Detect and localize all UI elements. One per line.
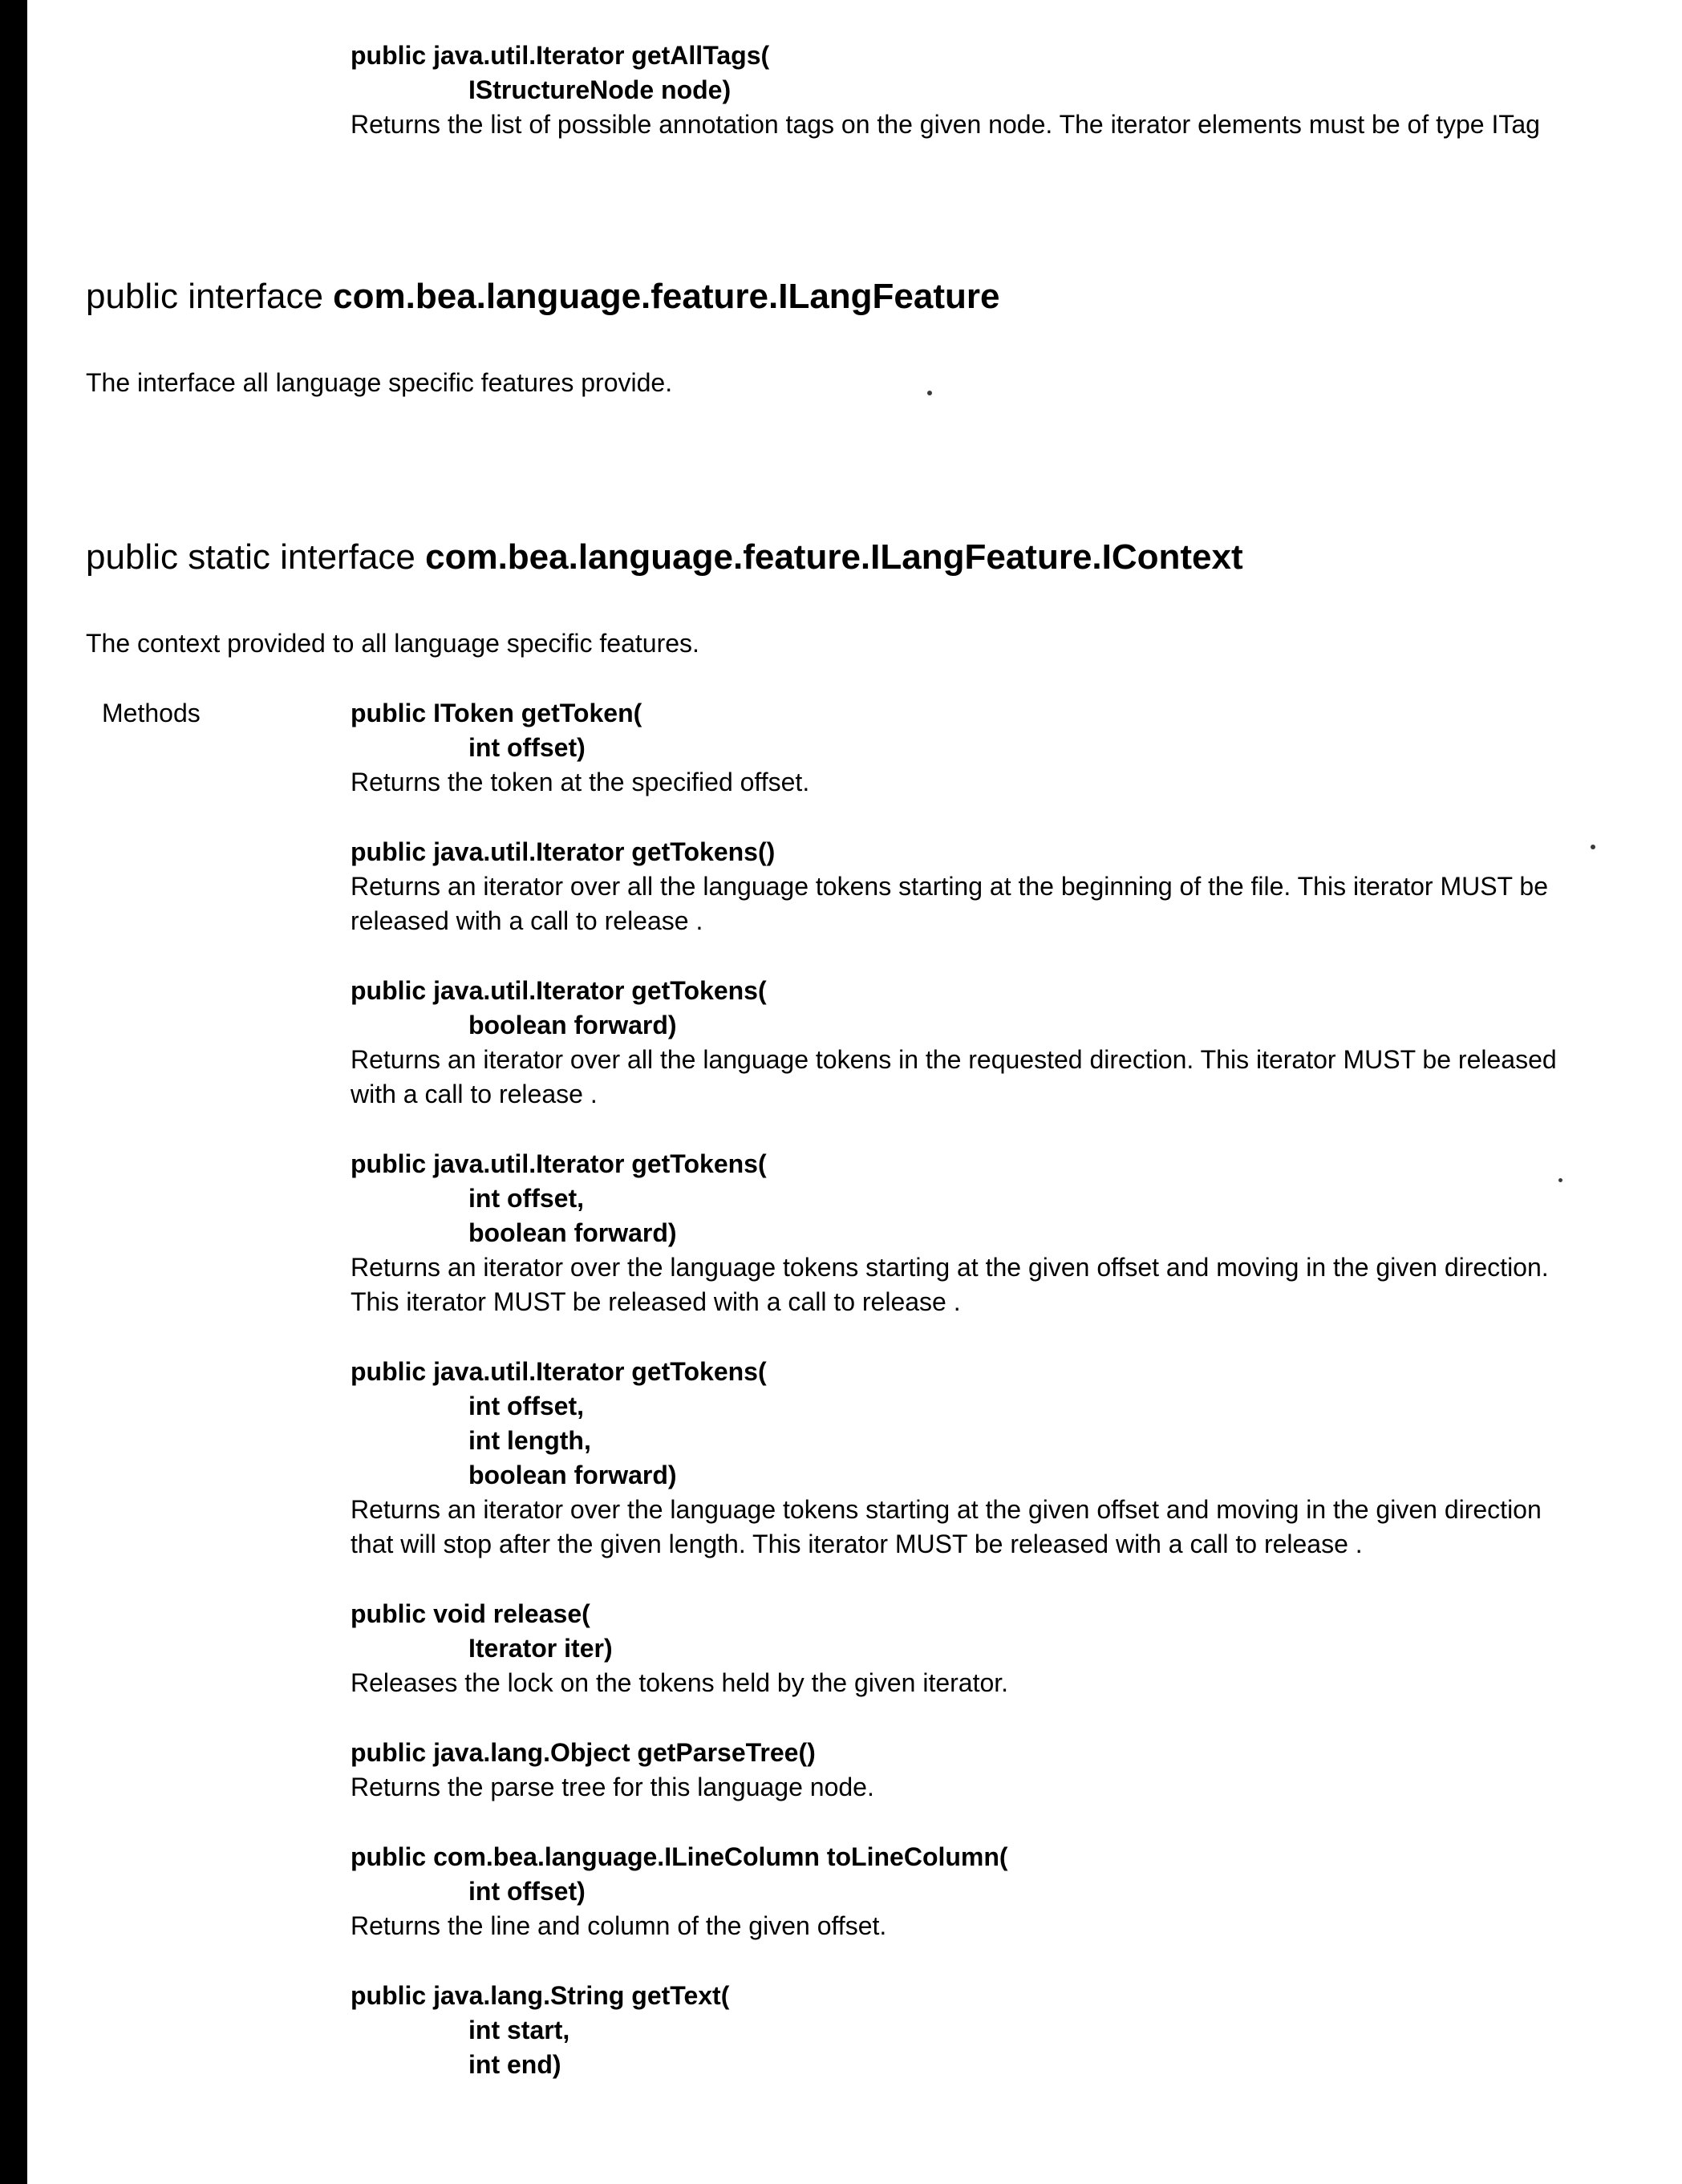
methods-label: Methods xyxy=(102,699,201,727)
method-entry xyxy=(351,1147,1570,1319)
method-signature xyxy=(351,1736,1570,1770)
method-description: Returns the list of possible annotation tags on the given node. The iterator elements must be of type ITag xyxy=(351,110,1540,139)
heading-prefix: public static interface xyxy=(86,537,426,577)
signature-param-line: int end) xyxy=(468,2050,561,2079)
interface-description: The interface all language specific features provide. xyxy=(86,368,673,397)
method-entry xyxy=(351,696,1570,800)
signature-param-line: boolean forward) xyxy=(468,1218,677,1247)
method-signature xyxy=(351,1147,1570,1250)
interface-description: The context provided to all language specific features. xyxy=(86,629,699,658)
signature-line: public com.bea.language.ILineColumn toLineColumn( xyxy=(351,1842,1008,1871)
signature-line: public java.util.Iterator getTokens( xyxy=(351,1149,767,1178)
method-entry xyxy=(351,974,1570,1112)
method-signature xyxy=(351,696,1570,765)
method-description: Returns an iterator over all the language tokens in the requested direction. This iterator MUST be released with a call to release . xyxy=(351,1045,1557,1108)
method-signature xyxy=(351,835,1570,869)
method-signature xyxy=(351,1355,1570,1493)
method-entry xyxy=(351,1840,1570,1943)
method-getalltags xyxy=(351,38,1570,142)
method-signature xyxy=(351,1597,1570,1666)
heading-interface-name: com.bea.language.feature.ILangFeature xyxy=(333,277,1000,316)
method-description: Returns the parse tree for this language node. xyxy=(351,1773,874,1801)
method-signature xyxy=(351,1979,1570,2082)
heading-prefix: public interface xyxy=(86,277,334,316)
signature-param-line: int offset) xyxy=(468,733,586,762)
method-signature xyxy=(351,1840,1570,1909)
signature-param-line: IStructureNode node) xyxy=(468,75,732,104)
method-description: Returns the token at the specified offset. xyxy=(351,768,810,796)
signature-param-line: boolean forward) xyxy=(468,1011,677,1039)
methods-section xyxy=(102,696,1570,2082)
signature-param-line: int length, xyxy=(468,1426,591,1455)
signature-param-line: int start, xyxy=(468,2016,570,2044)
method-description: Returns the line and column of the given offset. xyxy=(351,1911,887,1940)
method-description: Releases the lock on the tokens held by the given iterator. xyxy=(351,1668,1009,1697)
signature-line: public java.util.Iterator getTokens( xyxy=(351,976,767,1005)
interface-heading-ilangfeature xyxy=(86,275,1570,318)
methods-list xyxy=(351,696,1570,2082)
signature-line: public IToken getToken( xyxy=(351,699,642,727)
signature-line: public java.util.Iterator getTokens() xyxy=(351,837,776,866)
method-entry xyxy=(351,1355,1570,1562)
signature-param-line: int offset, xyxy=(468,1392,584,1420)
method-entry xyxy=(351,835,1570,938)
signature-line: public java.util.Iterator getAllTags( xyxy=(351,41,770,70)
method-entry xyxy=(351,1597,1570,1700)
signature-line: public java.lang.String getText( xyxy=(351,1981,730,2010)
method-entry xyxy=(351,1979,1570,2082)
method-entry xyxy=(351,1736,1570,1805)
signature-param-line: Iterator iter) xyxy=(468,1634,613,1663)
signature-line: public void release( xyxy=(351,1599,590,1628)
signature-line: public java.util.Iterator getTokens( xyxy=(351,1357,767,1386)
signature-line: public java.lang.Object getParseTree() xyxy=(351,1738,816,1767)
method-description: Returns an iterator over the language tokens starting at the given offset and moving in the given direction. This iterator MUST be released with a call to release . xyxy=(351,1253,1549,1316)
signature-param-line: boolean forward) xyxy=(468,1461,677,1489)
interface-heading-icontext xyxy=(86,536,1570,578)
method-description: Returns an iterator over the language tokens starting at the given offset and moving in the given direction that will stop after the given length. This iterator MUST be released with a call to release . xyxy=(351,1495,1542,1558)
method-signature xyxy=(351,974,1570,1043)
signature-param-line: int offset, xyxy=(468,1184,584,1213)
method-description: Returns an iterator over all the language tokens starting at the beginning of the file. This iterator MUST be released with a call to release . xyxy=(351,872,1548,935)
signature-param-line: int offset) xyxy=(468,1877,586,1906)
heading-interface-name: com.bea.language.feature.ILangFeature.IContext xyxy=(425,537,1243,577)
